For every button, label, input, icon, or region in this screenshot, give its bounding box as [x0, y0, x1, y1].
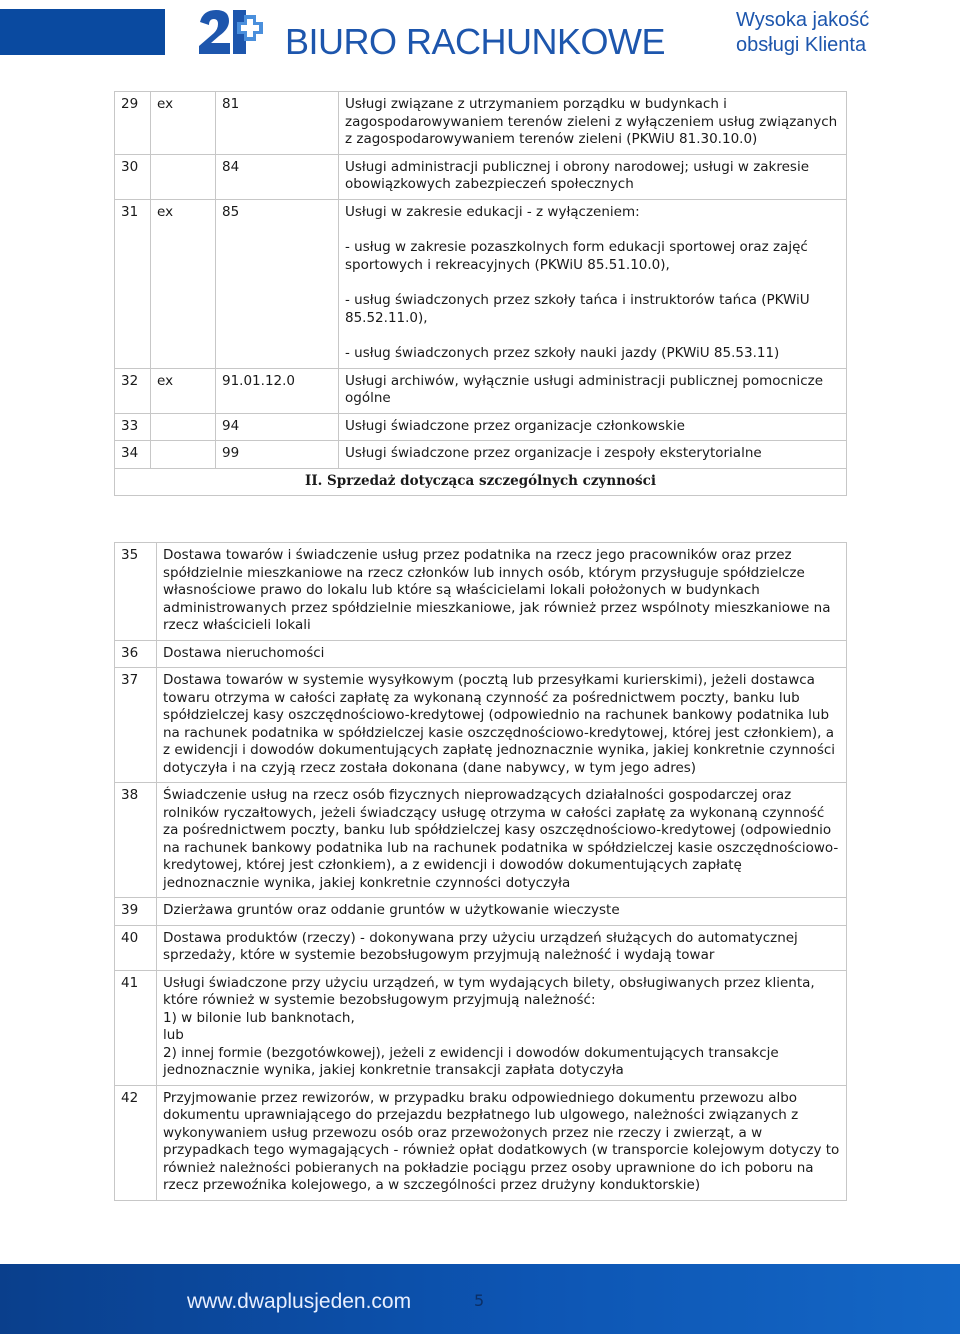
page-footer — [0, 1264, 960, 1334]
row-number: 33 — [115, 413, 151, 441]
tagline — [736, 8, 869, 58]
table-row — [115, 970, 847, 1085]
special-activities-table — [114, 542, 847, 1201]
row-ex: ex — [151, 92, 216, 155]
row-code: 84 — [216, 154, 339, 199]
row-ex: ex — [151, 368, 216, 413]
row-text: Dostawa nieruchomości — [157, 640, 847, 668]
row-number: 39 — [115, 898, 157, 926]
table-row — [115, 368, 847, 413]
row-text: Przyjmowanie przez rewizorów, w przypadku braku odpowiedniego dokumentu przewozu albo dokumentu uprawniającego do przejazdu bezpłatnego lub ulgowego, należności związanych z wykonywaniem usług przewozu osób oraz przewożonych przez nie rzeczy i zwierząt, a w przypadkach tego wymagających - również opłat dodatkowych (w transporcie kolejowym dotyczy to również należności pobieranych na pokładzie pociągu przez osoby uprawnione do ich poboru na rzecz przewoźnika kolejowego, a w szczególności przez drużyny konduktorskie) — [157, 1085, 847, 1200]
section-title: II. Sprzedaż dotycząca szczególnych czynności — [115, 468, 847, 496]
table-row — [115, 668, 847, 783]
row-description — [339, 441, 847, 469]
row-text: Świadczenie usług na rzecz osób fizycznych nieprowadzących działalności gospodarczej oraz rolników ryczałtowych, jeżeli świadczący usługę otrzyma w całości zapłatę za wykonaną czynność za pośrednictwem poczty, banku lub spółdzielczej kasy oszczędnościowo-kredytowej (odpowiednio na rachunek bankowy podatnika lub na rachunek podatnika w spółdzielczej kasie oszczędnościowo-kredytowej, której jest członkiem), a z ewidencji i dowodów dokumentujących zapłatę jednoznacznie wynika, jakiej konkretnie czynności dotyczyła — [157, 783, 847, 898]
row-text: Dostawa produktów (rzeczy) - dokonywana przy użyciu urządzeń służących do automatycznej sprzedaży, które w systemie bezobsługowym przyjmują należność i wydają towar — [157, 925, 847, 970]
exclusion-item: - usług w zakresie pozaszkolnych form edukacji sportowej oraz zajęć sportowych i rekreacyjnych (PKWiU 85.51.10.0), — [345, 239, 808, 273]
brand-name: BIURO RACHUNKOWE — [285, 21, 666, 62]
table-row — [115, 413, 847, 441]
row-text: Dzierżawa gruntów oraz oddanie gruntów w użytkowanie wieczyste — [157, 898, 847, 926]
page-header — [0, 0, 960, 70]
row-ex: ex — [151, 199, 216, 368]
page-number: 5 — [474, 1291, 485, 1310]
row-code: 81 — [216, 92, 339, 155]
table-row — [115, 1085, 847, 1200]
table-row — [115, 898, 847, 926]
table-row — [115, 92, 847, 155]
services-table — [114, 91, 847, 496]
table-row — [115, 925, 847, 970]
tagline-line-2: obsługi Klienta — [736, 34, 867, 56]
row-number: 40 — [115, 925, 157, 970]
table-row — [115, 199, 847, 368]
row-description — [339, 368, 847, 413]
row-ex — [151, 154, 216, 199]
website-link[interactable]: www.dwaplusjeden.com — [187, 1290, 412, 1313]
row-number: 42 — [115, 1085, 157, 1200]
row-description — [339, 154, 847, 199]
exclusion-item: - usług świadczonych przez szkoły tańca i instruktorów tańca (PKWiU 85.52.11.0), — [345, 292, 810, 326]
table-row — [115, 783, 847, 898]
row-number: 30 — [115, 154, 151, 199]
row-text: Dostawa towarów i świadczenie usług przez podatnika na rzecz jego pracowników oraz przez spółdzielnie mieszkaniowe na rzecz członków lub innych osób, którym przysługuje spółdzielcze własnościowe prawo do lokalu lub które są właścicielami lokali położonych w budynkach administrowanych przez spółdzielnie mieszkaniowe, jak również przez wspólnoty mieszkaniowe na rzecz właścicieli lokali — [157, 543, 847, 641]
row-code: 85 — [216, 199, 339, 368]
header-accent-bar — [0, 9, 165, 55]
description-text: Usługi świadczone przez organizacje członkowskie — [345, 417, 685, 434]
table-row — [115, 154, 847, 199]
table-row — [115, 640, 847, 668]
row-number: 35 — [115, 543, 157, 641]
row-code: 94 — [216, 413, 339, 441]
section-heading-row — [115, 468, 847, 496]
row-number: 31 — [115, 199, 151, 368]
row-text: Usługi świadczone przy użyciu urządzeń, w tym wydających bilety, obsługiwanych przez klienta, które również w systemie bezobsługowym przyjmują należność: 1) w bilonie lub banknotach, lub 2) innej formie (bezgotówkowej), jeżeli z ewidencji i dowodów dokumentujących transakcje jednoznacznie wynika, jakiej konkretnie transakcji zapłata dotyczyła — [157, 970, 847, 1085]
row-description — [339, 413, 847, 441]
row-number: 34 — [115, 441, 151, 469]
row-description — [339, 199, 847, 368]
row-code: 99 — [216, 441, 339, 469]
row-number: 36 — [115, 640, 157, 668]
row-ex — [151, 441, 216, 469]
tagline-line-1: Wysoka jakość — [736, 9, 870, 31]
row-number: 38 — [115, 783, 157, 898]
exclusion-item: - usług świadczonych przez szkoły nauki jazdy (PKWiU 85.53.11) — [345, 345, 780, 361]
row-number: 32 — [115, 368, 151, 413]
description-text: Usługi świadczone przez organizacje i zespoły eksterytorialne — [345, 445, 762, 461]
row-text: Dostawa towarów w systemie wysyłkowym (pocztą lub przesyłkami kurierskimi), jeżeli dostawca towaru otrzyma w całości zapłatę za wykonaną czynność za pośrednictwem poczty, banku lub spółdzielczej kasy oszczędnościowo-kredytowej (odpowiednio na rachunek bankowy podatnika lub na rachunek podatnika w spółdzielczej kasie oszczędnościowo-kredytowej, której jest członkiem), a z ewidencji i dowodów dokumentujących zapłatę jednoznacznie wynika, jakiej konkretnie czynności dotyczyła i na czyją rzecz została dokonana (dane nabywcy, w tym jego adres) — [157, 668, 847, 783]
table-row — [115, 441, 847, 469]
row-code: 91.01.12.0 — [216, 368, 339, 413]
description-text: Usługi archiwów, wyłącznie usługi administracji publicznej pomocnicze ogólne — [345, 372, 824, 406]
table-row — [115, 543, 847, 641]
row-description — [339, 92, 847, 155]
company-logo-icon — [197, 8, 267, 56]
row-ex — [151, 413, 216, 441]
description-text: Usługi w zakresie edukacji - z wyłączeniem: — [345, 203, 640, 220]
row-number: 29 — [115, 92, 151, 155]
row-number: 37 — [115, 668, 157, 783]
description-text: Usługi związane z utrzymaniem porządku w budynkach i zagospodarowywaniem terenów zieleni z wyłączeniem usług związanych z zagospodarowywaniem terenów zieleni (PKWiU 81.30.10.0) — [345, 96, 838, 147]
description-text: Usługi administracji publicznej i obrony narodowej; usługi w zakresie obowiązkowych zabezpieczeń społecznych — [345, 158, 810, 192]
row-number: 41 — [115, 970, 157, 1085]
